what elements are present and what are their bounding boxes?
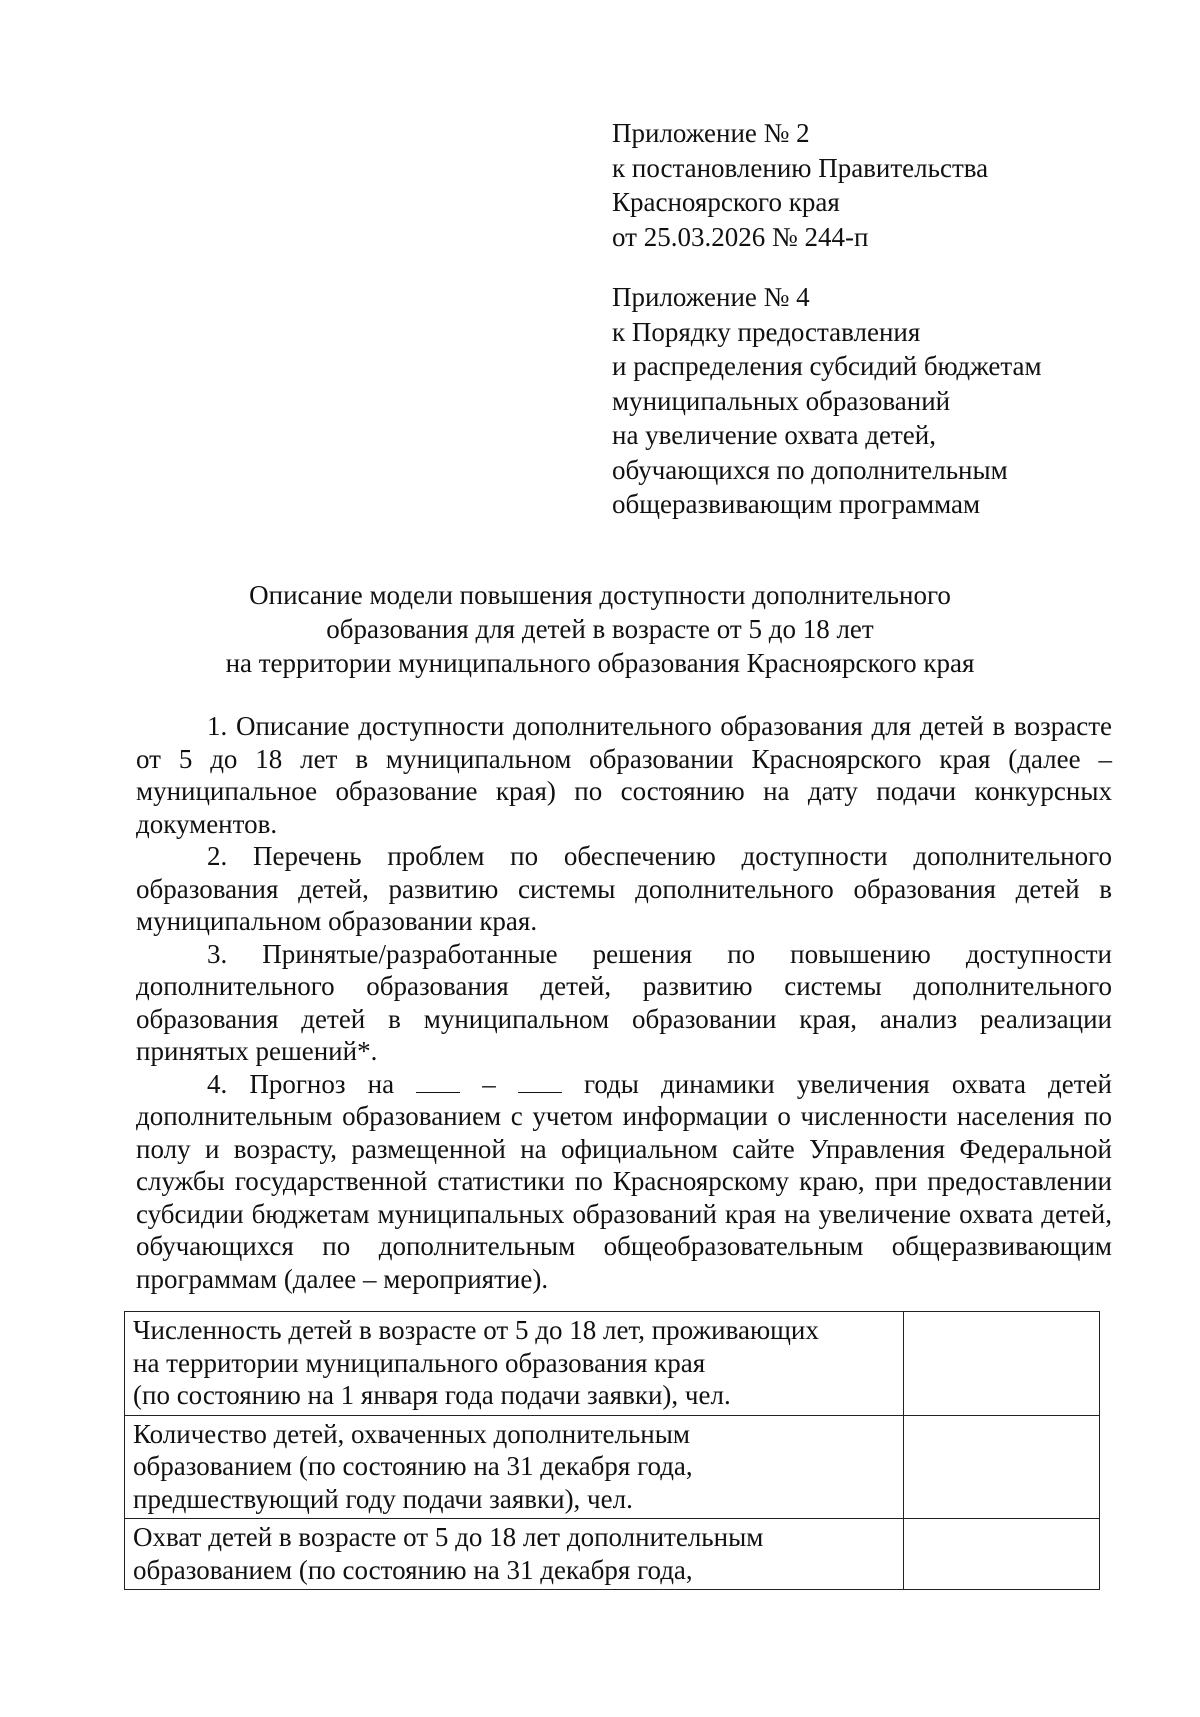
paragraph-4-start: 4. Прогноз на xyxy=(207,1068,395,1099)
year-to-blank xyxy=(518,1072,562,1093)
appendix-line: от 25.03.2026 № 244-п xyxy=(612,221,869,252)
appendix-line: к постановлению Правительства xyxy=(612,152,989,183)
appendix-line: Приложение № 2 xyxy=(612,118,810,148)
cell-line: образованием (по состоянию на 31 декабря года, xyxy=(133,1451,693,1481)
title-line: Описание модели повышения доступности дополнительного xyxy=(249,580,951,610)
document-body xyxy=(136,710,1112,1295)
cell-line: Численность детей в возрасте от 5 до 18 лет, проживающих xyxy=(133,1315,819,1345)
title-line: на территории муниципального образования Красноярского края xyxy=(225,648,975,678)
table-value-cell xyxy=(904,1312,1100,1416)
document-title xyxy=(130,578,1070,680)
appendix-line: общеразвивающим программам xyxy=(612,489,981,519)
title-line: образования для детей в возрасте от 5 до 18 лет xyxy=(326,614,874,644)
appendix-line: к Порядку предоставления xyxy=(612,316,921,347)
table-row xyxy=(125,1415,1100,1519)
paragraph-4-rest: годы динамики увеличения охвата детей дополнительным образованием с учетом информации о численности населения по полу и возрасту, размещенной на официальном сайте Управления Федеральной службы государственной статистики по Красноярскому краю, при предоставлении субсидии бюджетам муниципальных образований края на увеличение охвата детей, обучающихся по дополнительным общеобразовательным общеразвивающим программам (далее – мероприятие). xyxy=(136,1068,1112,1294)
paragraph-1: 1. Описание доступности дополнительного образования для детей в возрасте от 5 до 18 лет в муниципальном образовании Красноярского края (далее – муниципальное образование края) по состоянию на дату подачи конкурсных документов. xyxy=(136,711,1112,839)
cell-line: Охват детей в возрасте от 5 до 18 лет дополнительным xyxy=(133,1522,764,1552)
cell-line: (по состоянию на 1 января года подачи заявки), чел. xyxy=(133,1380,731,1410)
indicators-table xyxy=(124,1311,1100,1590)
table-row xyxy=(125,1312,1100,1416)
appendix-header-2 xyxy=(612,116,988,254)
year-from-blank xyxy=(416,1072,460,1093)
cell-line: Количество детей, охваченных дополнительным xyxy=(133,1418,690,1449)
table-value-cell xyxy=(904,1415,1100,1519)
appendix-line: на увеличение охвата детей, xyxy=(612,420,936,450)
appendix-line: и распределения субсидий бюджетам xyxy=(612,351,1042,381)
table-row xyxy=(125,1519,1100,1590)
cell-line: образованием (по состоянию на 31 декабря года, xyxy=(133,1554,693,1585)
table-label-cell xyxy=(125,1312,904,1416)
paragraph-4 xyxy=(136,1068,1112,1296)
appendix-line: Приложение № 4 xyxy=(612,282,810,312)
paragraph-2: 2. Перечень проблем по обеспечению доступности дополнительного образования детей, развитию системы дополнительного образования детей в муниципальном образовании края. xyxy=(136,841,1112,936)
paragraph-3: 3. Принятые/разработанные решения по повышению доступности дополнительного образования детей, развитию системы дополнительного образования детей в муниципальном образовании края, анализ реализации принятых решений*. xyxy=(136,938,1112,1066)
cell-line: предшествующий году подачи заявки), чел. xyxy=(133,1483,633,1514)
appendix-line: обучающихся по дополнительным xyxy=(612,454,1008,485)
appendix-line: Красноярского края xyxy=(612,187,840,217)
paragraph-4-dash: – xyxy=(482,1068,496,1099)
table-label-cell xyxy=(125,1415,904,1519)
appendix-line: муниципальных образований xyxy=(612,385,951,416)
table-value-cell xyxy=(904,1519,1100,1590)
table-label-cell xyxy=(125,1519,904,1590)
cell-line: на территории муниципального образования края xyxy=(133,1347,706,1378)
appendix-header-4 xyxy=(612,280,1042,522)
